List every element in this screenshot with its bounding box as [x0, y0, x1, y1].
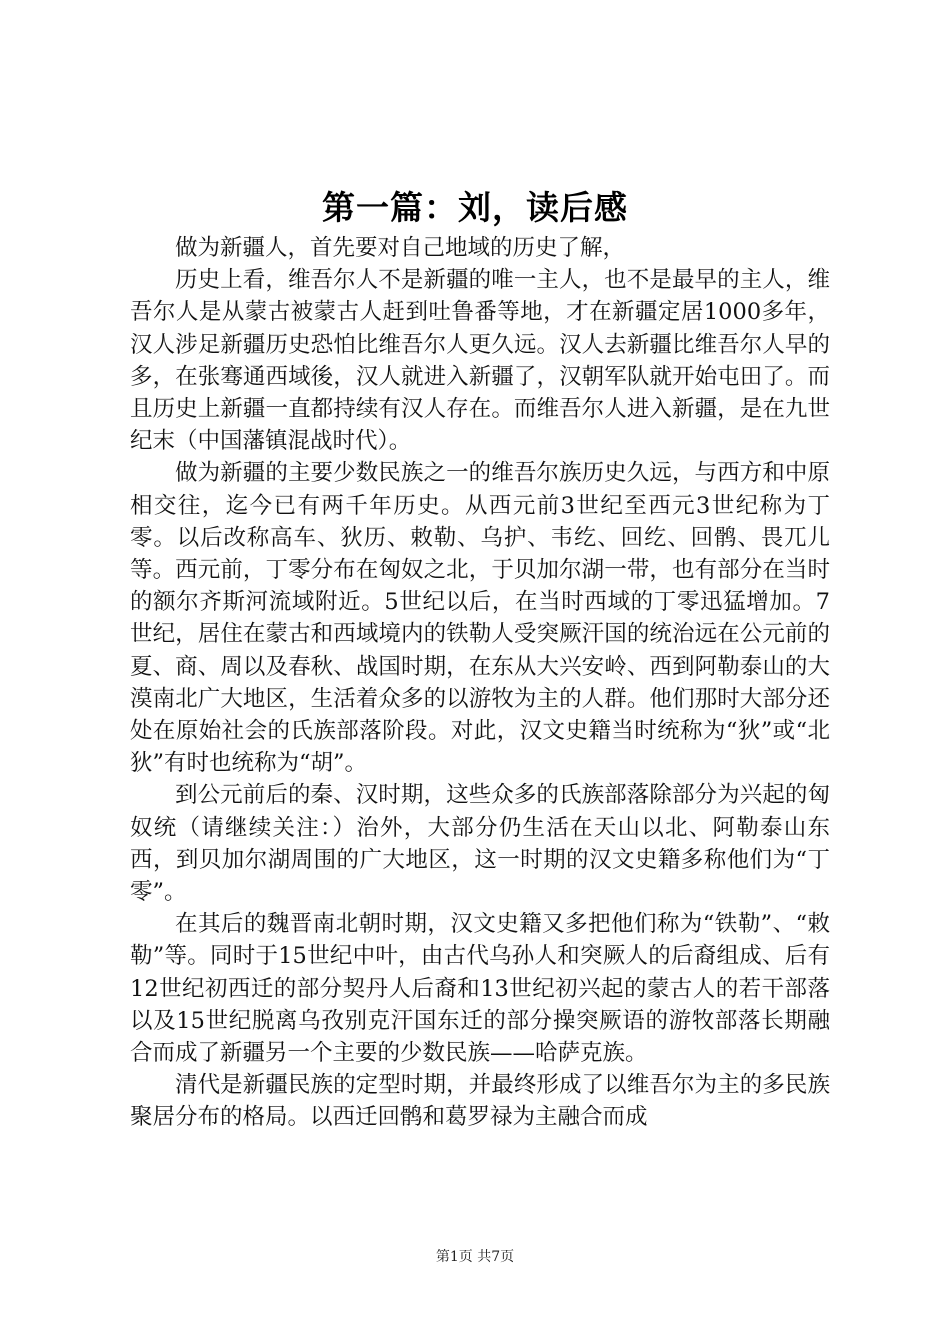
paragraph: 历史上看，维吾尔人不是新疆的唯一主人，也不是最早的主人，维吾尔人是从蒙古被蒙古人赶到吐鲁番等地，才在新疆定居1000多年，汉人涉足新疆历史恐怕比维吾尔人更久远。汉人去新疆比维吾尔人早的多，在张骞通西域後，汉人就进入新疆了，汉朝军队就开始屯田了。而且历史上新疆一直都持续有汉人存在。而维吾尔人进入新疆，是在九世纪末（中国藩镇混战时代）。	[130, 267, 830, 455]
page-number-footer: 第1页 共7页	[435, 1249, 515, 1265]
paragraph: 清代是新疆民族的定型时期，并最终形成了以维吾尔为主的多民族聚居分布的格局。以西迁回鹘和葛罗禄为主融合而成	[130, 1072, 830, 1131]
document-body	[130, 232, 830, 1134]
paragraph: 在其后的魏晋南北朝时期，汉文史籍又多把他们称为“铁勒”、“敕勒”等。同时于15世纪中叶，由古代乌孙人和突厥人的后裔组成、后有12世纪初西迁的部分契丹人后裔和13世纪初兴起的蒙古人的若干部落以及15世纪脱离乌孜别克汗国东迁的部分操突厥语的游牧部落长期融合而成了新疆另一个主要的少数民族——哈萨克族。	[130, 911, 830, 1067]
paragraph: 做为新疆人，首先要对自己地域的历史了解，	[175, 235, 626, 261]
paragraph: 到公元前后的秦、汉时期，这些众多的氏族部落除部分为兴起的匈奴统（请继续关注：）治外，大部分仍生活在天山以北、阿勒泰山东西，到贝加尔湖周围的广大地区，这一时期的汉文史籍多称他们为“丁零”。	[130, 782, 830, 906]
document-title: 第一篇：刘，读后感	[322, 188, 628, 227]
paragraph: 做为新疆的主要少数民族之一的维吾尔族历史久远，与西方和中原相交往，迄今已有两千年历史。从西元前3世纪至西元3世纪称为丁零。以后改称高车、狄历、敕勒、乌护、韦纥、回纥、回鹘、畏兀儿等。西元前，丁零分布在匈奴之北，于贝加尔湖一带，也有部分在当时的额尔齐斯河流域附近。5世纪以后，在当时西域的丁零迅猛增加。7世纪，居住在蒙古和西域境内的铁勒人受突厥汗国的统治远在公元前的夏、商、周以及春秋、战国时期，在东从大兴安岭、西到阿勒泰山的大漠南北广大地区，生活着众多的以游牧为主的人群。他们那时大部分还处在原始社会的氏族部落阶段。对此，汉文史籍当时统称为“狄”或“北狄”有时也统称为“胡”。	[130, 460, 830, 777]
